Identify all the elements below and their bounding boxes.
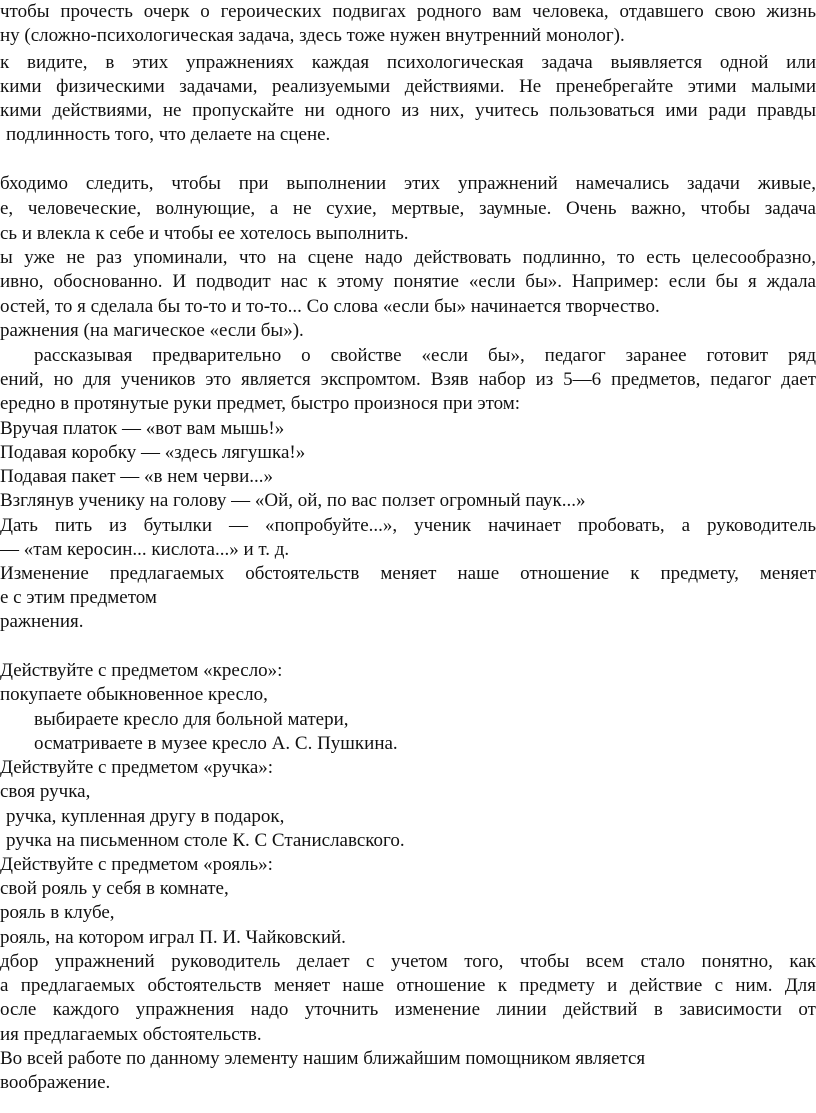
- text-line: Подавая пакет — «в нем черви...»: [0, 466, 273, 487]
- text-line: дбор упражнений руководитель делает с учетом того, чтобы всем стало понятно, как: [0, 951, 816, 972]
- text-line: сь и влекла к себе и чтобы ее хотелось выполнить.: [0, 223, 409, 244]
- text-line: воображение.: [0, 1072, 111, 1093]
- text-line: осматриваете в музее кресло А. С. Пушкина.: [34, 733, 398, 754]
- text-line: чтобы прочесть очерк о героических подвигах родного вам человека, отдавшего свою жизнь: [0, 1, 816, 22]
- text-line: рассказывая предварительно о свойстве «если бы», педагог заранее готовит ряд: [34, 345, 816, 366]
- text-line: подлинность того, что делаете на сцене.: [6, 124, 331, 145]
- text-line: Действуйте с предметом «ручка»:: [0, 757, 274, 778]
- text-line: свой рояль у себя в комнате,: [0, 878, 229, 899]
- text-line: ередно в протянутые руки предмет, быстро произнося при этом:: [0, 393, 521, 414]
- text-line: ну (сложно-психологическая задача, здесь тоже нужен внутренний монолог).: [0, 25, 625, 46]
- text-line: выбираете кресло для больной матери,: [34, 709, 349, 730]
- text-line: покупаете обыкновенное кресло,: [0, 684, 268, 705]
- text-line: е с этим предметом: [0, 587, 157, 608]
- text-line: Изменение предлагаемых обстоятельств меняет наше отношение к предмету, меняет: [0, 563, 816, 584]
- text-line: а предлагаемых обстоятельств меняет наше отношение к предмету и действие с ним. Для: [0, 975, 816, 996]
- text-line: ражнения (на магическое «если бы»).: [0, 320, 304, 341]
- text-line: кими физическими задачами, реализуемыми действиями. Не пренебрегайте этими малыми: [0, 76, 816, 97]
- text-line: Действуйте с предметом «рояль»:: [0, 854, 273, 875]
- text-line: Во всей работе по данному элементу нашим ближайшим помощником является: [0, 1048, 646, 1069]
- text-line: осле каждого упражнения надо уточнить изменение линии действий в зависимости от: [0, 999, 816, 1020]
- text-line: Действуйте с предметом «кресло»:: [0, 660, 283, 681]
- text-line: е, человеческие, волнующие, а не сухие, мертвые, заумные. Очень важно, чтобы задача: [0, 198, 816, 219]
- text-line: Подавая коробку — «здесь лягушка!»: [0, 442, 306, 463]
- text-line: ражнения.: [0, 611, 84, 632]
- text-line: к видите, в этих упражнениях каждая психологическая задача выявляется одной или: [0, 52, 816, 73]
- text-line: ия предлагаемых обстоятельств.: [0, 1024, 262, 1045]
- text-line: своя ручка,: [0, 781, 91, 802]
- text-line: ивно, обоснованно. И подводит нас к этому понятие «если бы». Например: если бы я ждала: [0, 271, 816, 292]
- text-line: бходимо следить, чтобы при выполнении этих упражнений намечались задачи живые,: [0, 173, 816, 194]
- text-line: Взглянув ученику на голову — «Ой, ой, по вас ползет огромный паук...»: [0, 490, 586, 511]
- text-line: Вручая платок — «вот вам мышь!»: [0, 418, 285, 439]
- text-line: Дать пить из бутылки — «попробуйте...», ученик начинает пробовать, а руководитель: [0, 515, 816, 536]
- text-line: ручка, купленная другу в подарок,: [6, 806, 285, 827]
- text-line: рояль в клубе,: [0, 902, 115, 923]
- text-line: — «там керосин... кислота...» и т. д.: [0, 539, 290, 560]
- text-line: остей, то я сделала бы то-то и то-то... Со слова «если бы» начинается творчество.: [0, 296, 660, 317]
- text-line: ений, но для учеников это является экспромтом. Взяв набор из 5—6 предметов, педагог дает: [0, 369, 816, 390]
- text-line: ручка на письменном столе К. С Станиславского.: [6, 830, 405, 851]
- text-line: ы уже не раз упоминали, что на сцене надо действовать подлинно, то есть целесообразно,: [0, 247, 816, 268]
- text-line: рояль, на котором играл П. И. Чайковский.: [0, 927, 346, 948]
- text-line: кими действиями, не пропускайте ни одного из них, учитесь пользоваться ими ради правды: [0, 100, 816, 121]
